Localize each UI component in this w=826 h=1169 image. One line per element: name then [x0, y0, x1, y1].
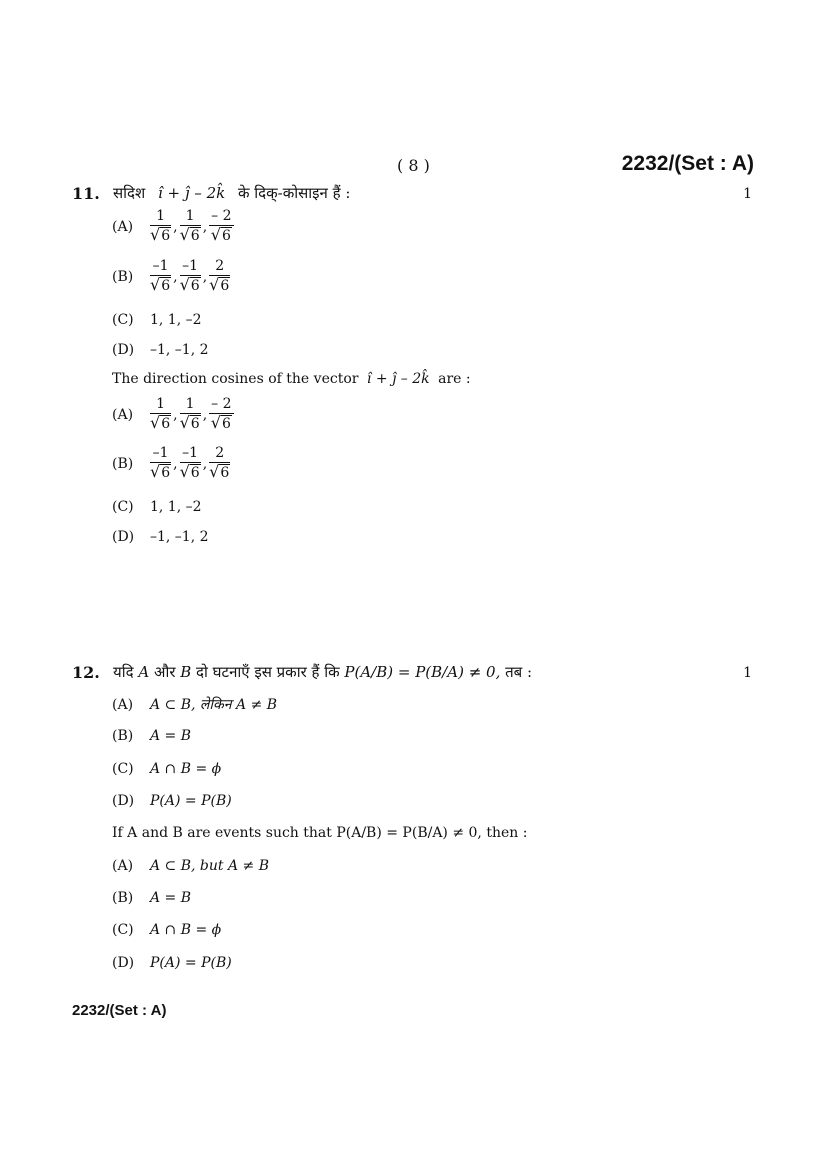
q12-option-d [112, 793, 232, 809]
fraction: $\frac{1}{√6}$ [150, 208, 171, 244]
option-label: (C) [112, 312, 134, 328]
option-label: (A) [112, 858, 134, 874]
option-text: –1, –1, 2 [150, 529, 209, 545]
q12-hindi-part: दो घटनाएँ इस प्रकार हैं कि [196, 663, 340, 681]
fraction: $\frac{-1}{√6}$ [179, 445, 200, 481]
option-text: 1, 1, –2 [150, 312, 202, 328]
question-11-marks: 1 [743, 186, 752, 202]
q12-hindi-part: तब : [505, 663, 533, 681]
q11-vector-english: î + ĵ – 2k̂ [366, 371, 430, 387]
option-label: (D) [112, 529, 135, 545]
question-11-english [112, 371, 471, 387]
q12-var-b: B [180, 663, 192, 681]
fraction: $\frac{-1}{√6}$ [150, 445, 171, 481]
q11-en-option-d [112, 529, 209, 545]
option-text: A ⊂ B, but A ≠ B [150, 858, 270, 874]
option-text: A ⊂ B, लेकिन A ≠ B [150, 697, 278, 713]
q11-english-prefix: The direction cosines of the vector [112, 371, 359, 387]
q12-option-b [112, 728, 191, 744]
option-text: P(A) = P(B) [150, 793, 232, 809]
q12-en-option-a [112, 858, 269, 874]
q12-option-c [112, 761, 221, 777]
q11-en-option-a: (A) $\frac{1}{√6}$ , $\frac{1}{√6}$ , $\frac{- 2}{√6}$ [112, 396, 232, 432]
option-label: (C) [112, 499, 134, 515]
question-11-number: 11. [72, 184, 100, 203]
q12-option-a [112, 695, 277, 714]
option-text: –1, –1, 2 [150, 342, 209, 358]
q11-hindi-suffix: के दिक्-कोसाइन हैं : [238, 184, 351, 202]
question-11-hindi [113, 183, 350, 203]
set-code-footer: 2232/(Set : A) [72, 1002, 167, 1019]
question-12-marks: 1 [743, 665, 752, 681]
fraction: $\frac{- 2}{√6}$ [210, 208, 232, 244]
option-label: (B) [112, 890, 134, 906]
option-text: A = B [150, 890, 192, 906]
fraction: $\frac{2}{√6}$ [209, 258, 230, 294]
option-text: A ∩ B = ϕ [150, 922, 222, 938]
option-label: (C) [112, 922, 134, 938]
option-label: (B) [112, 455, 134, 472]
fraction: $\frac{1}{√6}$ [179, 208, 200, 244]
option-text: A = B [150, 728, 192, 744]
option-text: 1, 1, –2 [150, 499, 202, 515]
fraction: $\frac{1}{√6}$ [150, 396, 171, 432]
q12-en-option-b [112, 890, 191, 906]
page-number: ( 8 ) [397, 156, 430, 175]
option-label: (D) [112, 793, 135, 809]
q11-option-c [112, 312, 202, 328]
option-label: (B) [112, 728, 134, 744]
question-12-english: If A and B are events such that P(A/B) = P(B/A) ≠ 0, then : [112, 825, 528, 841]
q11-en-option-b: (B) $\frac{-1}{√6}$ , $\frac{-1}{√6}$ , $\frac{2}{√6}$ [112, 445, 230, 481]
option-label: (A) [112, 218, 134, 235]
option-label: (D) [112, 955, 135, 971]
option-label: (A) [112, 697, 134, 713]
fraction: $\frac{- 2}{√6}$ [210, 396, 232, 432]
q12-hindi-part: यदि [113, 663, 134, 681]
q11-en-option-c [112, 499, 202, 515]
fraction: $\frac{-1}{√6}$ [150, 258, 171, 294]
q11-vector-hindi: î + ĵ – 2k̂ [157, 184, 226, 202]
option-text: A ∩ B = ϕ [150, 761, 222, 777]
option-label: (A) [112, 406, 134, 423]
option-label: (B) [112, 268, 134, 285]
question-12-number: 12. [72, 663, 100, 682]
fraction: $\frac{2}{√6}$ [209, 445, 230, 481]
q11-option-a: (A) $\frac{1}{√6}$ , $\frac{1}{√6}$ , $\frac{- 2}{√6}$ [112, 208, 232, 244]
q12-hindi-part: और [153, 663, 176, 681]
set-code-header: 2232/(Set : A) [621, 152, 754, 175]
q11-english-suffix: are : [438, 371, 471, 387]
fraction: $\frac{-1}{√6}$ [179, 258, 200, 294]
option-label: (C) [112, 761, 134, 777]
q12-en-option-d [112, 955, 232, 971]
q12-en-option-c [112, 922, 221, 938]
option-label: (D) [112, 342, 135, 358]
option-text: P(A) = P(B) [150, 955, 232, 971]
q11-option-b: (B) $\frac{-1}{√6}$ , $\frac{-1}{√6}$ , $\frac{2}{√6}$ [112, 258, 230, 294]
q11-hindi-prefix: सदिश [113, 184, 146, 202]
q12-condition: P(A/B) = P(B/A) ≠ 0, [344, 663, 501, 681]
q11-option-d [112, 342, 209, 358]
question-12-hindi [113, 662, 532, 682]
q12-var-a: A [138, 663, 150, 681]
fraction: $\frac{1}{√6}$ [179, 396, 200, 432]
